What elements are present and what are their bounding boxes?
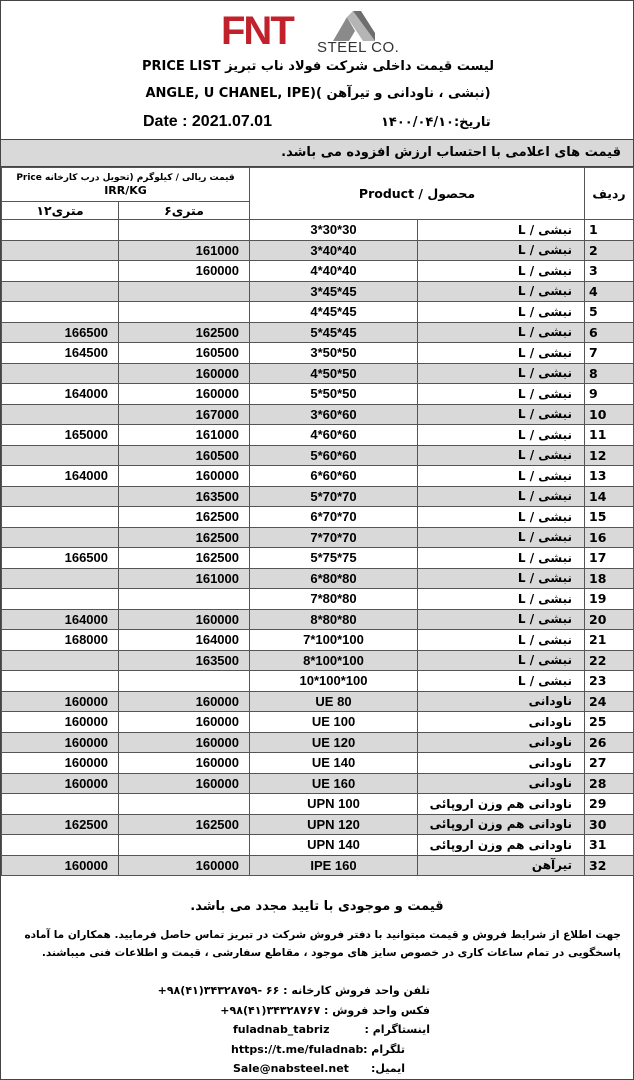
price-12m-cell xyxy=(2,507,119,528)
table-row xyxy=(2,425,634,446)
table-row xyxy=(2,589,634,610)
price-6m-cell: 167000 xyxy=(119,404,250,425)
row-number-cell: 20 xyxy=(585,609,634,630)
size-cell: 7*70*70 xyxy=(250,527,418,548)
info-text: جهت اطلاع از شرایط فروش و قیمت میتوانید با دفتر فروش شرکت در تبریز تماس حاصل فرمایید. همکاران ما آماده پاسخگویی در تمام ساعات کاری در خصوص سایز های موجود ، مقاطع سفارشی ، قیمت و اطلاعات فنی میباشند. xyxy=(24,929,621,959)
price-12m-cell xyxy=(2,671,119,692)
price-12m-cell xyxy=(2,220,119,241)
price-6m-cell: 162500 xyxy=(119,507,250,528)
row-number-cell: 17 xyxy=(585,548,634,569)
size-cell: 4*60*60 xyxy=(250,425,418,446)
price-6m-cell: 160000 xyxy=(119,261,250,282)
price-6m-cell xyxy=(119,281,250,302)
price-12m-cell: 160000 xyxy=(2,691,119,712)
table-row xyxy=(2,240,634,261)
price-6m-cell: 162500 xyxy=(119,814,250,835)
size-cell: 3*30*30 xyxy=(250,220,418,241)
product-name-cell: ناودانی xyxy=(418,773,585,794)
email-label: ایمیل: xyxy=(371,1062,405,1075)
table-row xyxy=(2,507,634,528)
row-number-cell: 18 xyxy=(585,568,634,589)
product-name-cell: تیرآهن xyxy=(418,855,585,876)
price-6m-cell: 160000 xyxy=(119,732,250,753)
price-12m-cell: 166500 xyxy=(2,322,119,343)
price-6m-cell xyxy=(119,589,250,610)
row-number-cell: 11 xyxy=(585,425,634,446)
table-row xyxy=(2,855,634,876)
table-row xyxy=(2,486,634,507)
price-12m-cell xyxy=(2,302,119,323)
price-12m-cell: 160000 xyxy=(2,732,119,753)
price-6m-cell xyxy=(119,835,250,856)
price-6m-cell: 160500 xyxy=(119,343,250,364)
instagram-row xyxy=(1,1023,634,1043)
size-cell: 3*45*45 xyxy=(250,281,418,302)
table-row xyxy=(2,527,634,548)
price-6m-cell: 163500 xyxy=(119,486,250,507)
price-6m-cell: 160000 xyxy=(119,753,250,774)
row-number-cell: 28 xyxy=(585,773,634,794)
price-12m-cell: 165000 xyxy=(2,425,119,446)
date-persian: تاریخ:۱۴۰۰/۰۴/۱۰ xyxy=(381,115,491,130)
table-row xyxy=(2,548,634,569)
row-number-cell: 27 xyxy=(585,753,634,774)
product-name-cell: ناودانی هم وزن اروپائی xyxy=(418,794,585,815)
logo-mark-icon xyxy=(333,11,375,41)
row-number-cell: 5 xyxy=(585,302,634,323)
len6-header: ۶متری xyxy=(119,202,250,220)
product-name-cell: نبشی / L xyxy=(418,671,585,692)
size-cell: 8*80*80 xyxy=(250,609,418,630)
price-12m-cell xyxy=(2,261,119,282)
price-12m-cell xyxy=(2,363,119,384)
price-6m-cell: 161000 xyxy=(119,568,250,589)
price-header-cell xyxy=(2,168,250,202)
price-header: قیمت ریالی / کیلوگرم (تحویل درب کارخانه Price xyxy=(16,173,235,183)
size-cell: 4*45*45 xyxy=(250,302,418,323)
table-row xyxy=(2,814,634,835)
product-name-cell: ناودانی xyxy=(418,753,585,774)
price-6m-cell: 160000 xyxy=(119,609,250,630)
price-12m-cell xyxy=(2,835,119,856)
price-12m-cell: 160000 xyxy=(2,712,119,733)
instagram-handle[interactable]: fuladnab_tabriz xyxy=(233,1023,330,1036)
product-name-cell: ناودانی هم وزن اروپائی xyxy=(418,835,585,856)
size-cell: 7*80*80 xyxy=(250,589,418,610)
table-row xyxy=(2,650,634,671)
table-row xyxy=(2,281,634,302)
row-number-cell: 12 xyxy=(585,445,634,466)
telegram-label: تلگرام : xyxy=(363,1043,405,1056)
table-row xyxy=(2,404,634,425)
size-cell: 5*75*75 xyxy=(250,548,418,569)
product-name-cell: ناودانی xyxy=(418,691,585,712)
price-12m-cell xyxy=(2,527,119,548)
size-cell: UE 80 xyxy=(250,691,418,712)
telegram-row xyxy=(1,1043,634,1063)
confirm-note: قیمت و موجودی با تایید مجدد می باشد. xyxy=(190,899,444,914)
fax-number: فکس واحد فروش : ۳۴۳۲۸۷۶۷(۴۱)۹۸+ xyxy=(220,1004,430,1017)
price-12m-cell: 164000 xyxy=(2,466,119,487)
size-cell: UPN 120 xyxy=(250,814,418,835)
row-number-cell: 23 xyxy=(585,671,634,692)
product-name-cell: نبشی / L xyxy=(418,466,585,487)
price-6m-cell: 160000 xyxy=(119,691,250,712)
price-6m-cell: 160000 xyxy=(119,363,250,384)
price-6m-cell: 160000 xyxy=(119,855,250,876)
row-number-cell: 25 xyxy=(585,712,634,733)
price-6m-cell: 163500 xyxy=(119,650,250,671)
product-name-cell: نبشی / L xyxy=(418,281,585,302)
company-logo xyxy=(221,9,421,55)
size-cell: 3*60*60 xyxy=(250,404,418,425)
price-12m-cell xyxy=(2,589,119,610)
price-6m-cell: 162500 xyxy=(119,548,250,569)
logo-tagline: STEEL CO. xyxy=(317,39,400,56)
product-name-cell: نبشی / L xyxy=(418,302,585,323)
price-12m-cell: 160000 xyxy=(2,855,119,876)
product-header: Product / محصول xyxy=(250,168,585,220)
row-number-cell: 7 xyxy=(585,343,634,364)
price-12m-cell xyxy=(2,486,119,507)
table-row xyxy=(2,261,634,282)
price-6m-cell: 160000 xyxy=(119,712,250,733)
size-cell: 7*100*100 xyxy=(250,630,418,651)
product-name-cell: نبشی / L xyxy=(418,322,585,343)
table-row xyxy=(2,691,634,712)
row-number-cell: 6 xyxy=(585,322,634,343)
price-6m-cell: 161000 xyxy=(119,240,250,261)
title-line: لیست قیمت داخلی شرکت فولاد ناب تبریز PRICE LIST xyxy=(141,59,495,74)
price-6m-cell: 164000 xyxy=(119,630,250,651)
product-name-cell: نبشی / L xyxy=(418,404,585,425)
table-row xyxy=(2,220,634,241)
row-number-cell: 14 xyxy=(585,486,634,507)
price-6m-cell xyxy=(119,794,250,815)
product-name-cell: ناودانی هم وزن اروپائی xyxy=(418,814,585,835)
size-cell: 5*45*45 xyxy=(250,322,418,343)
table-row xyxy=(2,445,634,466)
size-cell: 5*50*50 xyxy=(250,384,418,405)
price-6m-cell: 160000 xyxy=(119,773,250,794)
vat-note: قیمت های اعلامی با احتساب ارزش افزوده می باشد. xyxy=(1,139,633,167)
product-name-cell: نبشی / L xyxy=(418,568,585,589)
price-6m-cell xyxy=(119,671,250,692)
table-row xyxy=(2,630,634,651)
table-row xyxy=(2,384,634,405)
price-12m-cell: 164000 xyxy=(2,609,119,630)
table-row xyxy=(2,363,634,384)
size-cell: IPE 160 xyxy=(250,855,418,876)
size-cell: UE 100 xyxy=(250,712,418,733)
product-name-cell: نبشی / L xyxy=(418,589,585,610)
product-name-cell: نبشی / L xyxy=(418,630,585,651)
size-cell: UE 140 xyxy=(250,753,418,774)
logo-brand: FNT xyxy=(221,9,293,53)
row-number-cell: 22 xyxy=(585,650,634,671)
product-name-cell: نبشی / L xyxy=(418,261,585,282)
row-number-cell: 24 xyxy=(585,691,634,712)
price-6m-cell: 160500 xyxy=(119,445,250,466)
row-number-cell: 4 xyxy=(585,281,634,302)
len12-header: ۱۲متری xyxy=(2,202,119,220)
price-12m-cell xyxy=(2,650,119,671)
size-cell: 5*60*60 xyxy=(250,445,418,466)
row-number-cell: 32 xyxy=(585,855,634,876)
radif-header: ردیف xyxy=(585,168,634,220)
row-number-cell: 29 xyxy=(585,794,634,815)
product-name-cell: ناودانی xyxy=(418,732,585,753)
price-12m-cell: 162500 xyxy=(2,814,119,835)
price-6m-cell xyxy=(119,302,250,323)
row-number-cell: 26 xyxy=(585,732,634,753)
table-row xyxy=(2,302,634,323)
price-6m-cell xyxy=(119,220,250,241)
table-row xyxy=(2,568,634,589)
table-header-row xyxy=(2,168,634,202)
row-number-cell: 30 xyxy=(585,814,634,835)
product-name-cell: نبشی / L xyxy=(418,507,585,528)
size-cell: 5*70*70 xyxy=(250,486,418,507)
product-name-cell: نبشی / L xyxy=(418,486,585,507)
row-number-cell: 10 xyxy=(585,404,634,425)
row-number-cell: 3 xyxy=(585,261,634,282)
size-cell: UE 120 xyxy=(250,732,418,753)
price-12m-cell: 166500 xyxy=(2,548,119,569)
product-name-cell: نبشی / L xyxy=(418,425,585,446)
size-cell: 4*50*50 xyxy=(250,363,418,384)
unit-header: IRR/KG xyxy=(104,184,147,197)
price-6m-cell: 161000 xyxy=(119,425,250,446)
table-row xyxy=(2,794,634,815)
price-12m-cell: 160000 xyxy=(2,773,119,794)
size-cell: 6*80*80 xyxy=(250,568,418,589)
size-cell: 6*60*60 xyxy=(250,466,418,487)
size-cell: UPN 100 xyxy=(250,794,418,815)
price-12m-cell xyxy=(2,404,119,425)
products-line: (نبشی ، ناودانی و تیرآهن )(ANGLE, U CHANEL, IPE xyxy=(145,86,491,101)
price-12m-cell xyxy=(2,794,119,815)
email-link[interactable]: Sale@nabsteel.net xyxy=(233,1062,349,1075)
size-cell: 6*70*70 xyxy=(250,507,418,528)
table-row xyxy=(2,712,634,733)
telegram-link[interactable]: https://t.me/fuladnab xyxy=(231,1043,364,1056)
table-row xyxy=(2,343,634,364)
product-name-cell: نبشی / L xyxy=(418,609,585,630)
size-cell: 3*50*50 xyxy=(250,343,418,364)
row-number-cell: 15 xyxy=(585,507,634,528)
price-6m-cell: 162500 xyxy=(119,527,250,548)
row-number-cell: 16 xyxy=(585,527,634,548)
price-12m-cell xyxy=(2,240,119,261)
product-name-cell: نبشی / L xyxy=(418,363,585,384)
product-name-cell: نبشی / L xyxy=(418,240,585,261)
size-cell: 8*100*100 xyxy=(250,650,418,671)
table-row xyxy=(2,773,634,794)
row-number-cell: 9 xyxy=(585,384,634,405)
price-table xyxy=(1,167,634,876)
date-latin: Date : 2021.07.01 xyxy=(143,113,272,130)
price-12m-cell: 164500 xyxy=(2,343,119,364)
email-row xyxy=(1,1062,634,1080)
table-row xyxy=(2,322,634,343)
product-name-cell: نبشی / L xyxy=(418,384,585,405)
table-row xyxy=(2,753,634,774)
size-cell: UPN 140 xyxy=(250,835,418,856)
product-name-cell: نبشی / L xyxy=(418,220,585,241)
price-12m-cell xyxy=(2,281,119,302)
price-12m-cell xyxy=(2,568,119,589)
row-number-cell: 8 xyxy=(585,363,634,384)
row-number-cell: 13 xyxy=(585,466,634,487)
product-name-cell: نبشی / L xyxy=(418,548,585,569)
size-cell: 10*100*100 xyxy=(250,671,418,692)
instagram-label: اینستاگرام : xyxy=(364,1023,430,1036)
row-number-cell: 31 xyxy=(585,835,634,856)
price-6m-cell: 160000 xyxy=(119,466,250,487)
price-12m-cell: 164000 xyxy=(2,384,119,405)
size-cell: 4*40*40 xyxy=(250,261,418,282)
table-row xyxy=(2,835,634,856)
price-12m-cell xyxy=(2,445,119,466)
size-cell: 3*40*40 xyxy=(250,240,418,261)
product-name-cell: نبشی / L xyxy=(418,343,585,364)
row-number-cell: 21 xyxy=(585,630,634,651)
product-name-cell: نبشی / L xyxy=(418,650,585,671)
row-number-cell: 19 xyxy=(585,589,634,610)
fax-row xyxy=(1,1004,634,1024)
price-6m-cell: 160000 xyxy=(119,384,250,405)
product-name-cell: نبشی / L xyxy=(418,527,585,548)
table-row xyxy=(2,609,634,630)
row-number-cell: 2 xyxy=(585,240,634,261)
factory-phone: تلفن واحد فروش کارخانه : ۶۶ -۳۴۳۲۸۷۵۹(۴۱)۹۸+ xyxy=(157,984,430,997)
row-number-cell: 1 xyxy=(585,220,634,241)
table-row xyxy=(2,671,634,692)
product-name-cell: ناودانی xyxy=(418,712,585,733)
price-12m-cell: 160000 xyxy=(2,753,119,774)
size-cell: UE 160 xyxy=(250,773,418,794)
table-row xyxy=(2,466,634,487)
price-6m-cell: 162500 xyxy=(119,322,250,343)
factory-phone-row xyxy=(1,984,634,1004)
product-name-cell: نبشی / L xyxy=(418,445,585,466)
price-12m-cell: 168000 xyxy=(2,630,119,651)
table-row xyxy=(2,732,634,753)
